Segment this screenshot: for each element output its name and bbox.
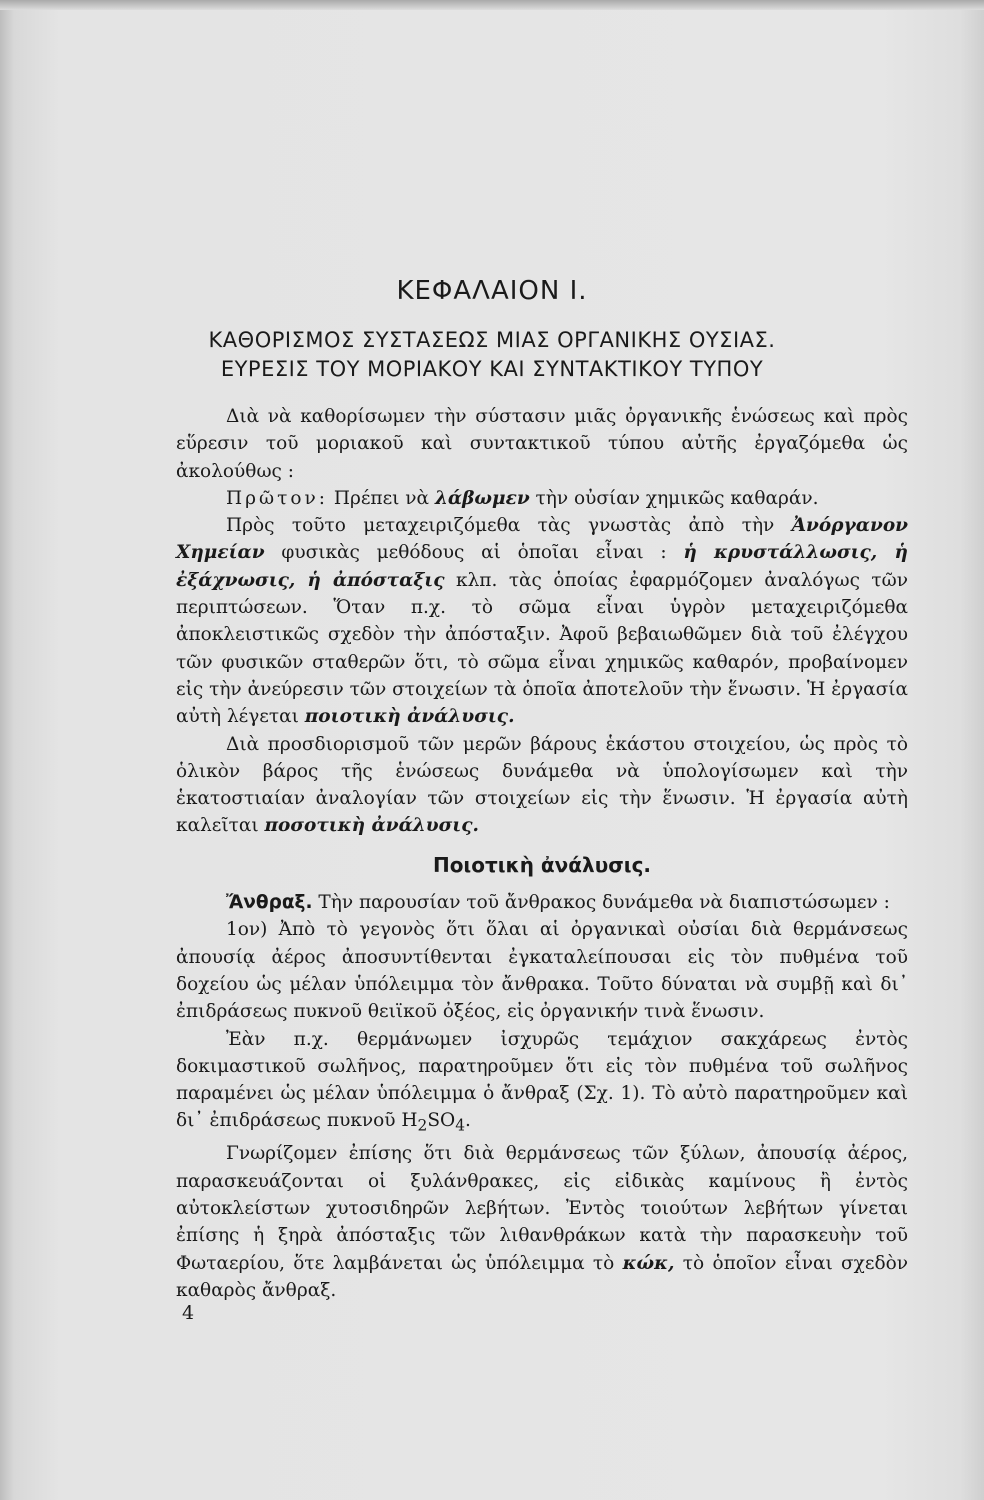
emphasis-term: κώκ, (622, 1252, 675, 1274)
emphasis-term: Ἀνόργανον Χημείαν (176, 515, 908, 564)
paragraph-charcoal: Γνωρίζομεν ἐπίσης ὅτι διὰ θερμάνσεως τῶν ξύλων, ἀπουσίᾳ ἀέρος, παρασκευάζονται οἱ ξυλάνθρακες, εἰς εἰδικὰς καμίνους ἢ ἐντὸς αὐτοκλείστων χυτοσιδηρῶν λεβήτων. Ἐντὸς τοιούτων λεβήτων γίνεται ἐπίσης ἡ ξηρὰ ἀπόσταξις τῶν λιθανθράκων κατὰ τὴν παρασκευὴν τοῦ Φωταερίου, ὅτε λαμβάνεται ὡς ὑπόλειμμα τὸ κώκ, τὸ ὁποῖον εἶναι σχεδὸν καθαρὸς ἄνθραξ. (176, 1143, 908, 1301)
paragraph-carbon-1: 1ον) Ἀπὸ τὸ γεγονὸς ὅτι ὅλαι αἱ ὀργανικαὶ οὐσίαι διὰ θερμάνσεως ἀπουσίᾳ ἀέρος ἀποσυντίθενται ἐγκαταλείπουσαι εἰς τὸν πυθμένα τοῦ δοχείου ὡς μέλαν ὑπόλειμμα τὸν ἄνθρακα. Τοῦτο δύναται νὰ συμβῇ καὶ δι᾽ ἐπιδράσεως πυκνοῦ θειϊκοῦ ὀξέος, εἰς ὀργανικήν τινὰ ἕνωσιν. (176, 919, 908, 1023)
emphasis-term: ποσοτικὴ ἀνάλυσις. (264, 815, 479, 837)
emphasis-term: ἡ κρυστάλλωσις, ἡ ἐξάχνωσις, ἡ ἀπόσταξις (176, 542, 908, 591)
chapter-subtitle-line-1: ΚΑΘΟΡΙΣΜΟΣ ΣΥΣΤΑΣΕΩΣ ΜΙΑΣ ΟΡΓΑΝΙΚΗΣ ΟΥΣΙΑΣ. (208, 328, 776, 352)
paragraph-quantitative: Διὰ προσδιορισμοῦ τῶν μερῶν βάρους ἑκάστου στοιχείου, ὡς πρὸς τὸ ὁλικὸν βάρος τῆς ἑνώσεως δυνάμεθα νὰ ὑπολογίσωμεν καὶ τὴν ἑκατοστιαίαν ἀναλογίαν τῶν στοιχείων εἰς τὴν ἕνωσιν. Ἡ ἐργασία αὐτὴ καλεῖται ποσοτικὴ ἀνάλυσις. (176, 733, 908, 837)
paragraph-first-step: Πρῶτον: Πρέπει νὰ λάβωμεν τὴν οὐσίαν χημικῶς καθαράν. (226, 487, 819, 509)
section-heading: Ποιοτικὴ ἀνάλυσις. (432, 852, 652, 877)
body-text (176, 403, 908, 1304)
page-number: 4 (182, 1302, 195, 1324)
paragraph-carbon: Ἄνθραξ. Τὴν παρουσίαν τοῦ ἄνθρακος δυνάμεθα νὰ διαπιστώσωμεν : (226, 892, 890, 914)
formula: $H_2SO_4$ (401, 1110, 465, 1136)
carbon-heading: Ἄνθραξ. (226, 892, 313, 914)
paragraph-purification: Πρὸς τοῦτο μεταχειριζόμεθα τὰς γνωστὰς ἀπὸ τὴν Ἀνόργανον Χημείαν φυσικὰς μεθόδους αἱ ὁποῖαι εἶναι : ἡ κρυστάλλωσις, ἡ ἐξάχνωσις, ἡ ἀπόσταξις κλπ. τὰς ὁποίας ἐφαρμόζομεν ἀναλόγως τῶν περιπτώσεων. Ὅταν π.χ. τὸ σῶμα εἶναι ὑγρὸν μεταχειριζόμεθα ἀποκλειστικῶς σχεδὸν τὴν ἀπόσταξιν. Ἀφοῦ βεβαιωθῶμεν διὰ τοῦ ἐλέγχου τῶν φυσικῶν σταθερῶν ὅτι, τὸ σῶμα εἶναι χημικῶς καθαρόν, προβαίνομεν εἰς τὴν ἀνεύρεσιν τῶν στοιχείων τὰ ὁποῖα ἀποτελοῦν τὴν ἕνωσιν. Ἡ ἐργασία αὐτὴ λέγεται ποιοτικὴ ἀνάλυσις. (176, 515, 908, 728)
emphasis-term: λάβωμεν (434, 487, 530, 509)
emphasis-term: ποιοτικὴ ἀνάλυσις. (304, 706, 515, 728)
paragraph-intro: Διὰ νὰ καθορίσωμεν τὴν σύστασιν μιᾶς ὀργανικῆς ἑνώσεως καὶ πρὸς εὕρεσιν τοῦ μοριακοῦ καὶ συντακτικοῦ τύπου αὐτῆς ἐργαζόμεθα ὡς ἀκολούθως : (176, 406, 908, 482)
chapter-heading: ΚΕΦΑΛΑΙΟΝ Ι. (396, 276, 588, 306)
page-top-edge (0, 0, 984, 10)
chapter-subtitle-line-2: ΕΥΡΕΣΙΣ ΤΟΥ ΜΟΡΙΑΚΟΥ ΚΑΙ ΣΥΝΤΑΚΤΙΚΟΥ ΤΥΠΟΥ (220, 357, 764, 381)
first-step-lead: Πρῶτον: (226, 487, 328, 509)
paragraph-sugar-example: Ἐὰν π.χ. θερμάνωμεν ἰσχυρῶς τεμάχιον σακχάρεως ἐντὸς δοκιμαστικοῦ σωλῆνος, παρατηροῦμεν ὅτι εἰς τὸν πυθμένα τοῦ σωλῆνος παραμένει ὡς μέλαν ὑπόλειμμα ὁ ἄνθραξ (Σχ. 1). Τὸ αὐτὸ παρατηροῦμεν καὶ δι᾽ ἐπιδράσεως πυκνοῦ $H_2SO_4$. (176, 1028, 908, 1136)
